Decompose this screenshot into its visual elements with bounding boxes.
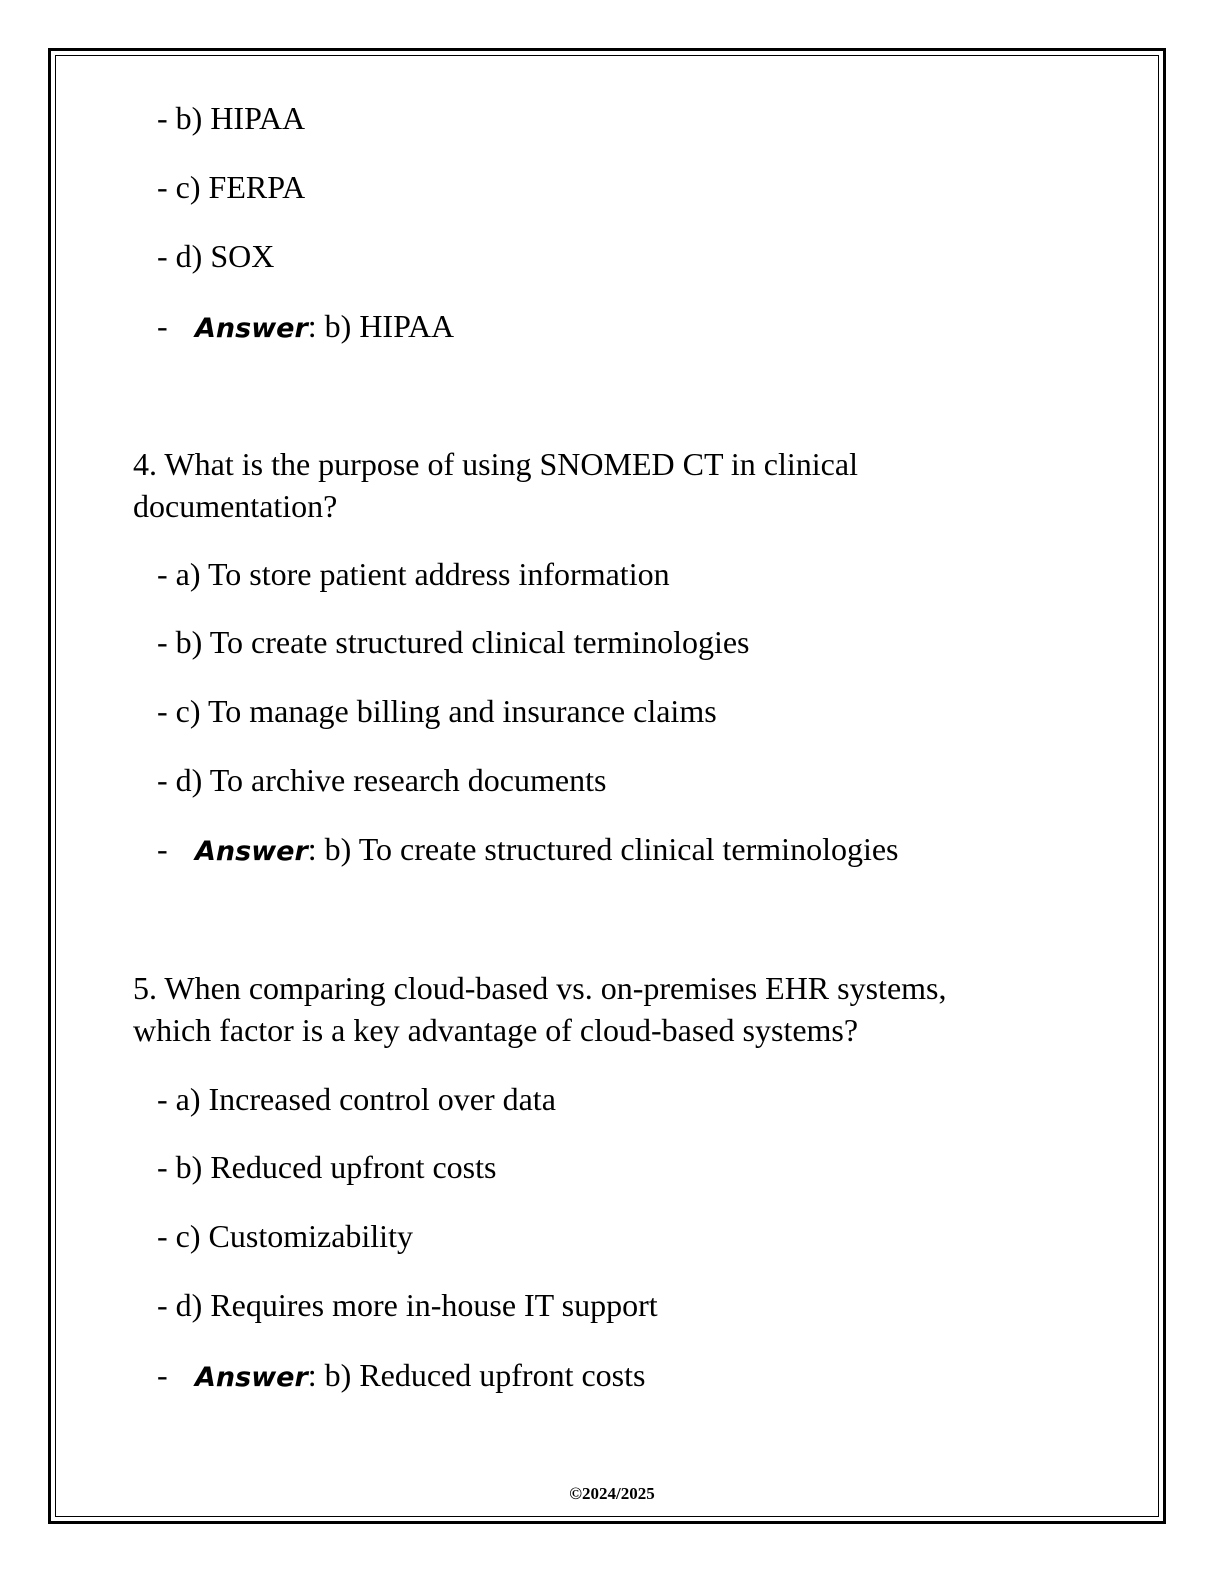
answer-dash: - (157, 308, 168, 344)
q3-option-b: - b) HIPAA (157, 100, 306, 136)
answer-label: Answer (195, 313, 308, 344)
answer-text: : b) HIPAA (307, 308, 455, 344)
answer-dash: - (157, 1357, 168, 1393)
q5-question-line-1: 5. When comparing cloud-based vs. on-premises EHR systems, (133, 970, 947, 1006)
q5-option-b: - b) Reduced upfront costs (157, 1149, 497, 1185)
q4-question-line-2: documentation? (133, 488, 338, 524)
q3-answer (157, 306, 454, 349)
q4-option-a: - a) To store patient address information (157, 556, 670, 592)
q5-question-line-2: which factor is a key advantage of cloud-based systems? (133, 1012, 859, 1048)
answer-text: : b) To create structured clinical terminologies (307, 831, 899, 867)
copyright-footer: ©2024/2025 (569, 1484, 655, 1503)
q4-option-b: - b) To create structured clinical terminologies (157, 624, 750, 660)
q3-option-c: - c) FERPA (157, 169, 306, 205)
answer-label: Answer (195, 1362, 308, 1393)
q4-option-d: - d) To archive research documents (157, 762, 607, 798)
q5-option-d: - d) Requires more in-house IT support (157, 1287, 658, 1323)
q5-option-a: - a) Increased control over data (157, 1081, 556, 1117)
q5-option-c: - c) Customizability (157, 1218, 413, 1254)
q4-answer (157, 829, 899, 872)
q3-option-d: - d) SOX (157, 238, 275, 274)
answer-label: Answer (195, 836, 308, 867)
answer-text: : b) Reduced upfront costs (307, 1357, 646, 1393)
q5-answer (157, 1355, 645, 1398)
answer-dash: - (157, 831, 168, 867)
q4-question-line-1: 4. What is the purpose of using SNOMED CT in clinical (133, 446, 858, 482)
q4-option-c: - c) To manage billing and insurance claims (157, 693, 717, 729)
